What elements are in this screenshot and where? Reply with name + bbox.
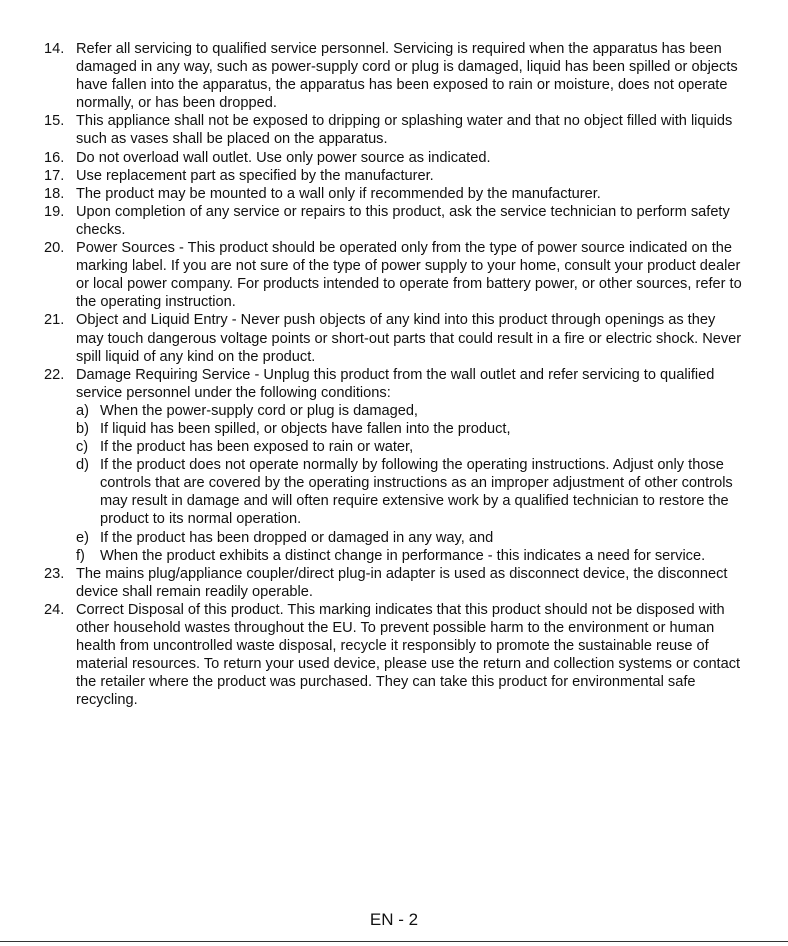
item-number: 17. [44,167,65,184]
item-text: Power Sources - This product should be operated only from the type of power source indicated on the marking label. If you are not sure of the type of power supply to your home, consult your product dealer or local power company. For products intended to operate from battery power, or other sources, refer to the operating instruction. [76,240,742,311]
item-number: 19. [44,203,65,220]
list-item [44,311,744,365]
list-item [44,366,744,565]
item-text: This appliance shall not be exposed to dripping or splashing water and that no object filled with liquids such as vases shall be placed on the apparatus. [76,113,733,148]
list-item [44,149,744,167]
item-text: Do not overload wall outlet. Use only power source as indicated. [76,149,491,166]
item-text: Upon completion of any service or repairs to this product, ask the service technician to perform safety checks. [76,203,730,238]
list-item [44,112,744,148]
sub-item-letter: a) [76,402,89,419]
list-item [44,185,744,203]
item-number: 23. [44,565,65,582]
item-text: Refer all servicing to qualified service personnel. Servicing is required when the apparatus has been damaged in any way, such as power-supply cord or plug is damaged, liquid has been spilled or objects have fallen into the apparatus, the apparatus has been exposed to rain or moisture, does not operate normally, or has been dropped. [76,41,738,112]
safety-instructions-list [44,40,744,709]
sub-item-text: If the product has been dropped or damaged in any way, and [100,529,494,546]
item-body [76,366,744,565]
sub-item-text: If liquid has been spilled, or objects have fallen into the product, [100,420,511,437]
item-number: 16. [44,149,65,166]
item-text: Damage Requiring Service - Unplug this product from the wall outlet and refer servicing to qualified service personnel under the following conditions: [76,366,715,401]
item-number: 20. [44,240,65,257]
list-item [44,239,744,311]
sub-item-letter: f) [76,547,85,564]
page-number: EN - 2 [369,910,419,929]
sub-item-letter: b) [76,420,89,437]
sub-list-item [76,456,744,528]
list-item [44,167,744,185]
sub-item-letter: d) [76,457,89,474]
list-item [44,601,744,710]
list-item [44,565,744,601]
item-text: The mains plug/appliance coupler/direct plug-in adapter is used as disconnect device, the disconnect device shall remain readily operable. [76,565,728,600]
footer-divider [0,941,788,942]
item-number: 15. [44,113,65,130]
item-text: Object and Liquid Entry - Never push objects of any kind into this product through openings as they may touch dangerous voltage points or short-out parts that could result in a fire or electric shock. Never spill liquid of any kind on the product. [76,312,742,365]
sub-item-letter: e) [76,529,89,546]
sub-item-text: If the product has been exposed to rain or water, [100,439,414,456]
sub-item-text: When the power-supply cord or plug is damaged, [100,402,418,419]
sub-list-item [76,547,744,565]
sub-item-text: If the product does not operate normally by following the operating instructions. Adjust only those controls that are covered by the operating instructions as an improper adjustment of other controls may result in damage and will often require extensive work by a qualified technician to restore the product to its normal operation. [100,457,733,528]
sub-item-text: When the product exhibits a distinct change in performance - this indicates a need for service. [100,547,706,564]
item-number: 21. [44,312,65,329]
item-number: 24. [44,601,65,618]
list-item [44,40,744,112]
item-number: 22. [44,366,65,383]
item-text: Use replacement part as specified by the manufacturer. [76,167,434,184]
sub-list-item [76,529,744,547]
sub-list-item [76,420,744,438]
item-text: The product may be mounted to a wall only if recommended by the manufacturer. [76,185,601,202]
sub-list-item [76,438,744,456]
sub-item-letter: c) [76,439,89,456]
item-text: Correct Disposal of this product. This marking indicates that this product should not be disposed with other household wastes throughout the EU. To prevent possible harm to the environment or human health from uncontrolled waste disposal, recycle it responsibly to promote the sustainable reuse of material resources. To return your used device, please use the return and collection systems or contact the retailer where the product was purchased. They can take this product for environmental safe recycling. [76,601,741,709]
list-item [44,203,744,239]
item-number: 18. [44,185,65,202]
sub-list-item [76,402,744,420]
item-number: 14. [44,41,65,57]
